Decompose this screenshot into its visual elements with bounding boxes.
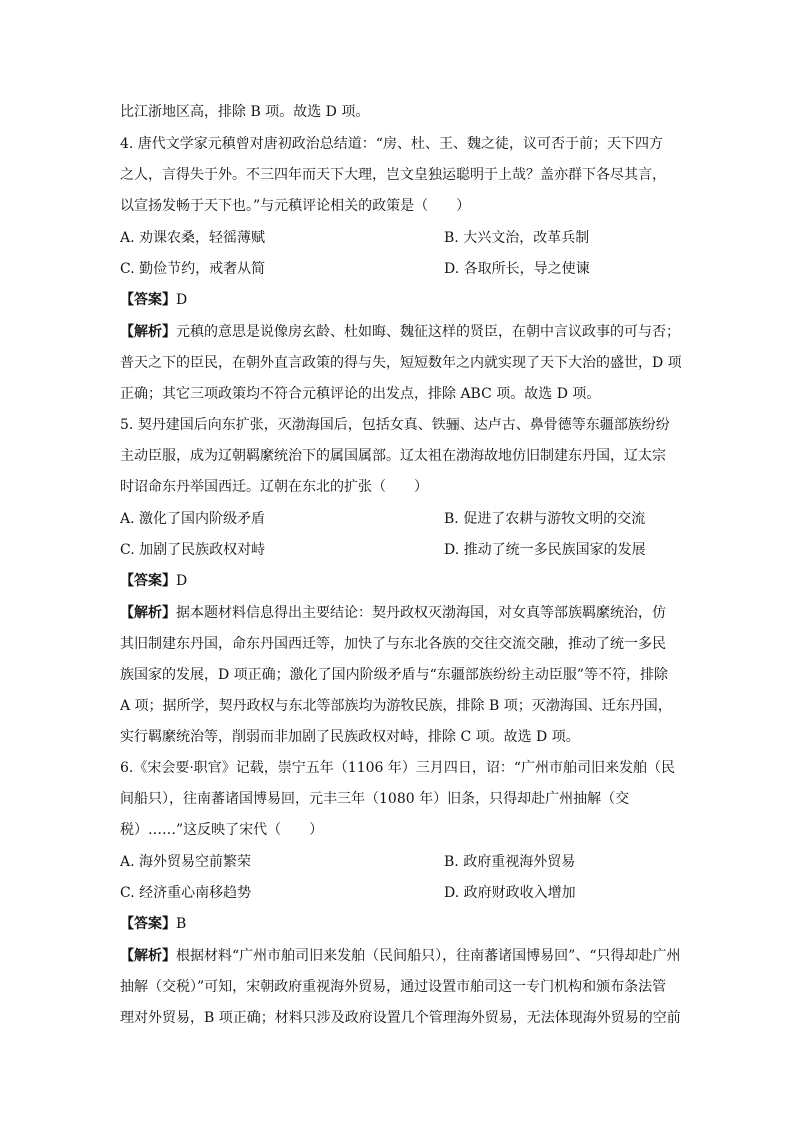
question-5-explanation: A 项；据所学，契丹政权与东北等部族均为游牧民族，排除 B 项；灭渤海国、迁东丹国，: [120, 698, 672, 714]
question-6-option-b: B. 政府重视海外贸易: [444, 854, 576, 870]
question-4-explanation: 普天之下的臣民，在朝外直言政策的得与失，短短数年之内就实现了天下大治的盛世，D 项: [120, 355, 682, 371]
explanation-tag: 【解析】: [120, 324, 176, 340]
answer-tag: 【答案】: [120, 916, 176, 932]
question-6-explanation: [120, 946, 680, 966]
question-6-stem: 间船只），往南蕃诸国博易回，元丰三年（1080 年）旧条，只得却赴广州抽解（交: [120, 791, 630, 807]
question-5-explanation: 其旧制建东丹国，命东丹国西迁等，加快了与东北各族的交往交流交融，推动了统一多民: [120, 636, 666, 652]
question-4-option-a: A. 劝课农桑，轻徭薄赋: [120, 230, 266, 246]
explanation-tag: 【解析】: [120, 605, 176, 621]
question-6-stem: 6.《宋会要·职官》记载，崇宁五年（1106 年）三月四日，诏：“广州市舶司旧来发舶（民: [120, 760, 676, 776]
explanation-tag: 【解析】: [120, 948, 176, 964]
question-4-option-d: D. 各取所长，导之使谏: [444, 261, 590, 277]
answer-tag: 【答案】: [120, 292, 176, 308]
question-5-option-d: D. 推动了统一多民族国家的发展: [444, 542, 646, 558]
question-4-stem: 之人，言得失于外。不三四年而天下大理，岂文皇独运聪明于上哉？盖亦群下各尽其言，: [120, 167, 666, 183]
question-4-stem: 以宣扬发畅于天下也。”与元稹评论相关的政策是（ ）: [120, 198, 471, 214]
question-5-explanation: [120, 603, 666, 623]
question-5-answer: [120, 571, 187, 591]
explanation-text: 据本题材料信息得出主要结论：契丹政权灭渤海国，对女真等部族羁縻统治，仿: [176, 605, 666, 621]
question-4-option-b: B. 大兴文治，改革兵制: [444, 230, 590, 246]
question-5-option-a: A. 激化了国内阶级矛盾: [120, 511, 266, 527]
question-4-answer: [120, 290, 187, 310]
answer-tag: 【答案】: [120, 573, 176, 589]
explanation-text: 根据材料“广州市舶司旧来发舶（民间船只），往南蕃诸国博易回”、“只得却赴广州: [176, 948, 681, 964]
question-5-option-c: C. 加剧了民族政权对峙: [120, 542, 266, 558]
answer-value: B: [176, 916, 187, 932]
answer-value: D: [176, 573, 188, 589]
question-4-option-c: C. 勤俭节约，戒奢从简: [120, 261, 266, 277]
question-6-option-c: C. 经济重心南移趋势: [120, 885, 252, 901]
text-line: 比江浙地区高，排除 B 项。故选 D 项。: [120, 104, 370, 120]
question-6-stem: 税）……”这反映了宋代（ ）: [120, 822, 324, 838]
question-5-stem: 时诏命东丹举国西迁。辽朝在东北的扩张（ ）: [120, 479, 428, 495]
question-5-stem: 主动臣服，成为辽朝羁縻统治下的属国属部。辽太祖在渤海故地仿旧制建东丹国，辽太宗: [120, 448, 666, 464]
answer-value: D: [176, 292, 188, 308]
question-6-answer: [120, 914, 186, 934]
question-4-explanation: [120, 322, 680, 342]
question-6-explanation: 抽解（交税）”可知，宋朝政府重视海外贸易，通过设置市舶司这一专门机构和颁布条法管: [120, 979, 667, 995]
question-6-explanation: 理对外贸易，B 项正确；材料只涉及政府设置几个管理海外贸易，无法体现海外贸易的空前: [120, 1010, 681, 1026]
question-4-stem: 4. 唐代文学家元稹曾对唐初政治总结道：“房、杜、王、魏之徒，议可否于前；天下四方: [120, 136, 663, 152]
question-5-explanation: 实行羁縻统治等，削弱而非加剧了民族政权对峙，排除 C 项。故选 D 项。: [120, 729, 580, 745]
question-5-option-b: B. 促进了农耕与游牧文明的交流: [444, 511, 646, 527]
explanation-text: 元稹的意思是说像房玄龄、杜如晦、魏征这样的贤臣，在朝中言议政事的可与否；: [176, 324, 680, 340]
question-4-explanation: 正确；其它三项政策均不符合元稹评论的出发点，排除 ABC 项。故选 D 项。: [120, 386, 601, 402]
question-6-option-d: D. 政府财政收入增加: [444, 885, 576, 901]
question-5-stem: 5. 契丹建国后向东扩张，灭渤海国后，包括女真、铁骊、达卢古、鼻骨德等东疆部族纷纷: [120, 417, 670, 433]
question-6-option-a: A. 海外贸易空前繁荣: [120, 854, 252, 870]
question-5-explanation: 族国家的发展，D 项正确；激化了国内阶级矛盾与“东疆部族纷纷主动臣服”等不符，排除: [120, 667, 668, 683]
